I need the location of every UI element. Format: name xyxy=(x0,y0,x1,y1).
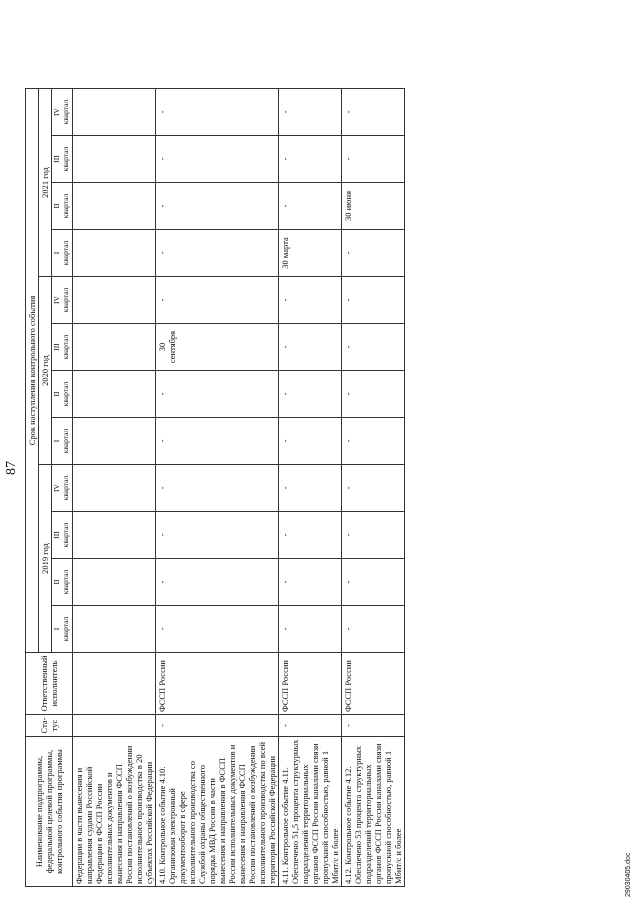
event-name-cell: 4.11. Контрольное событие 4.11. Обеспечено 51,5 процента структурных подразделений территориальных органов ФССП России каналами связи пропускной способностью, равной 1 Мбит/с и более xyxy=(279,737,342,887)
responsible-cell: ФССП России xyxy=(342,653,405,715)
quarter-value-cell: 30 марта xyxy=(279,230,342,277)
quarter-value-cell: - xyxy=(279,136,342,183)
quarter-numeral: III xyxy=(52,531,62,539)
year-2021: 2021 год xyxy=(39,89,52,277)
quarter-header xyxy=(52,230,73,277)
event-name-cell: 4.12. Контрольное событие 4.12. Обеспечено 53 процента структурных подразделений территориальных органов ФССП России каналами связи пропускной способностью, равной 1 Мбит/с и более xyxy=(342,737,405,887)
responsible-cell: ФССП России xyxy=(155,653,278,715)
status-cell: - xyxy=(279,715,342,737)
quarter-numeral: II xyxy=(52,579,62,585)
quarter-value-cell: - xyxy=(155,559,278,606)
quarter-value-cell: - xyxy=(155,136,278,183)
quarter-value-cell: - xyxy=(279,89,342,136)
file-code: 29030405.doc xyxy=(625,852,632,897)
quarter-value-cell: - xyxy=(342,277,405,324)
quarter-header xyxy=(52,418,73,465)
table-row xyxy=(279,89,342,887)
quarter-value-cell: - xyxy=(155,606,278,653)
year-2020: 2020 год xyxy=(39,277,52,465)
quarter-word: квартал xyxy=(60,99,70,125)
event-name-cell: 4.10. Контрольное событие 4.10. Организован электронный документооборот в сфере исполнительного производства со Службой охраны общественного порядка МВД России в части вынесения и направления в ФССП России исполнительных документов и вынесения и направления ФССП России постановлений о возбуждении исполнительного производства по всей территории Российской Федерации xyxy=(155,737,278,887)
quarter-value-cell: - xyxy=(155,230,278,277)
responsible-cell: ФССП России xyxy=(279,653,342,715)
header-row-1 xyxy=(26,89,39,887)
table-row xyxy=(155,89,278,887)
quarter-word: квартал xyxy=(60,334,70,360)
control-events-table xyxy=(25,88,405,887)
quarter-value-cell xyxy=(72,183,155,230)
quarter-numeral: III xyxy=(52,343,62,351)
quarter-header xyxy=(52,512,73,559)
year-2019: 2019 год xyxy=(39,465,52,653)
quarter-value-cell: - xyxy=(342,89,405,136)
quarter-value-cell: - xyxy=(279,183,342,230)
quarter-header xyxy=(52,559,73,606)
quarter-value-cell: 30 сентября xyxy=(155,324,278,371)
quarter-value-cell: - xyxy=(279,371,342,418)
quarter-value-cell xyxy=(72,136,155,183)
quarter-value-cell xyxy=(72,465,155,512)
quarter-header xyxy=(52,324,73,371)
quarter-value-cell: - xyxy=(342,559,405,606)
event-name-cell: Федерации в части вынесения и направления судами Российской Федерации в ФССП России исполнительных документов и вынесения и направления ФССП России постановлений о возбуждении исполнительного производства в 20 субъектах Российской Федерации xyxy=(72,737,155,887)
quarter-value-cell: 30 июня xyxy=(342,183,405,230)
quarter-value-cell xyxy=(72,89,155,136)
quarter-word: квартал xyxy=(60,240,70,266)
quarter-value-cell xyxy=(72,606,155,653)
quarter-numeral: II xyxy=(52,203,62,209)
quarter-word: квартал xyxy=(60,193,70,219)
col-status-header: Ста-тус xyxy=(26,715,73,737)
quarter-value-cell: - xyxy=(342,230,405,277)
quarter-value-cell xyxy=(72,418,155,465)
quarter-value-cell: - xyxy=(279,324,342,371)
quarter-numeral: IV xyxy=(52,296,62,304)
quarter-numeral: I xyxy=(52,627,62,631)
quarter-value-cell: - xyxy=(279,465,342,512)
quarter-numeral: I xyxy=(52,251,62,255)
quarter-value-cell xyxy=(72,371,155,418)
page-number: 87 xyxy=(4,461,19,475)
quarter-word: квартал xyxy=(60,428,70,454)
quarter-value-cell: - xyxy=(155,418,278,465)
quarter-value-cell: - xyxy=(279,418,342,465)
quarter-value-cell: - xyxy=(155,371,278,418)
table-row xyxy=(342,89,405,887)
quarter-numeral: I xyxy=(52,439,62,443)
quarter-header xyxy=(52,465,73,512)
quarter-value-cell xyxy=(72,559,155,606)
status-cell: - xyxy=(342,715,405,737)
table-body xyxy=(72,89,405,887)
status-cell: - xyxy=(155,715,278,737)
quarter-word: квартал xyxy=(60,522,70,548)
col-name-header: Наименование подпрограммы, федеральной целевой программы, контрольного события программы xyxy=(26,737,73,887)
quarter-header xyxy=(52,136,73,183)
quarter-header xyxy=(52,606,73,653)
quarter-word: квартал xyxy=(60,146,70,172)
quarter-value-cell: - xyxy=(342,324,405,371)
status-cell xyxy=(72,715,155,737)
quarter-word: квартал xyxy=(60,616,70,642)
quarter-value-cell: - xyxy=(155,512,278,559)
quarter-numeral: II xyxy=(52,391,62,397)
col-deadline-header: Срок наступления контрольного события xyxy=(26,89,39,653)
quarter-header xyxy=(52,371,73,418)
col-responsible-header: Ответственный исполнитель xyxy=(26,653,73,715)
quarter-value-cell: - xyxy=(279,277,342,324)
quarter-value-cell xyxy=(72,512,155,559)
quarter-value-cell: - xyxy=(342,136,405,183)
quarter-word: квартал xyxy=(60,569,70,595)
table-row xyxy=(72,89,155,887)
quarter-value-cell: - xyxy=(155,465,278,512)
quarter-value-cell: - xyxy=(279,606,342,653)
quarter-value-cell: - xyxy=(155,277,278,324)
quarter-value-cell: - xyxy=(342,418,405,465)
quarter-header xyxy=(52,183,73,230)
quarter-header xyxy=(52,277,73,324)
quarter-value-cell xyxy=(72,324,155,371)
quarter-word: квартал xyxy=(60,475,70,501)
quarter-numeral: III xyxy=(52,155,62,163)
responsible-cell xyxy=(72,653,155,715)
quarter-value-cell: - xyxy=(342,371,405,418)
quarter-value-cell: - xyxy=(279,559,342,606)
quarter-value-cell: - xyxy=(342,606,405,653)
quarter-value-cell xyxy=(72,230,155,277)
quarter-value-cell: - xyxy=(279,512,342,559)
quarter-word: квартал xyxy=(60,287,70,313)
quarter-numeral: IV xyxy=(52,484,62,492)
quarter-value-cell: - xyxy=(342,512,405,559)
quarter-value-cell xyxy=(72,277,155,324)
quarter-numeral: IV xyxy=(52,108,62,116)
quarter-value-cell: - xyxy=(155,183,278,230)
quarter-value-cell: - xyxy=(342,465,405,512)
quarter-value-cell: - xyxy=(155,89,278,136)
quarter-header xyxy=(52,89,73,136)
quarter-word: квартал xyxy=(60,381,70,407)
